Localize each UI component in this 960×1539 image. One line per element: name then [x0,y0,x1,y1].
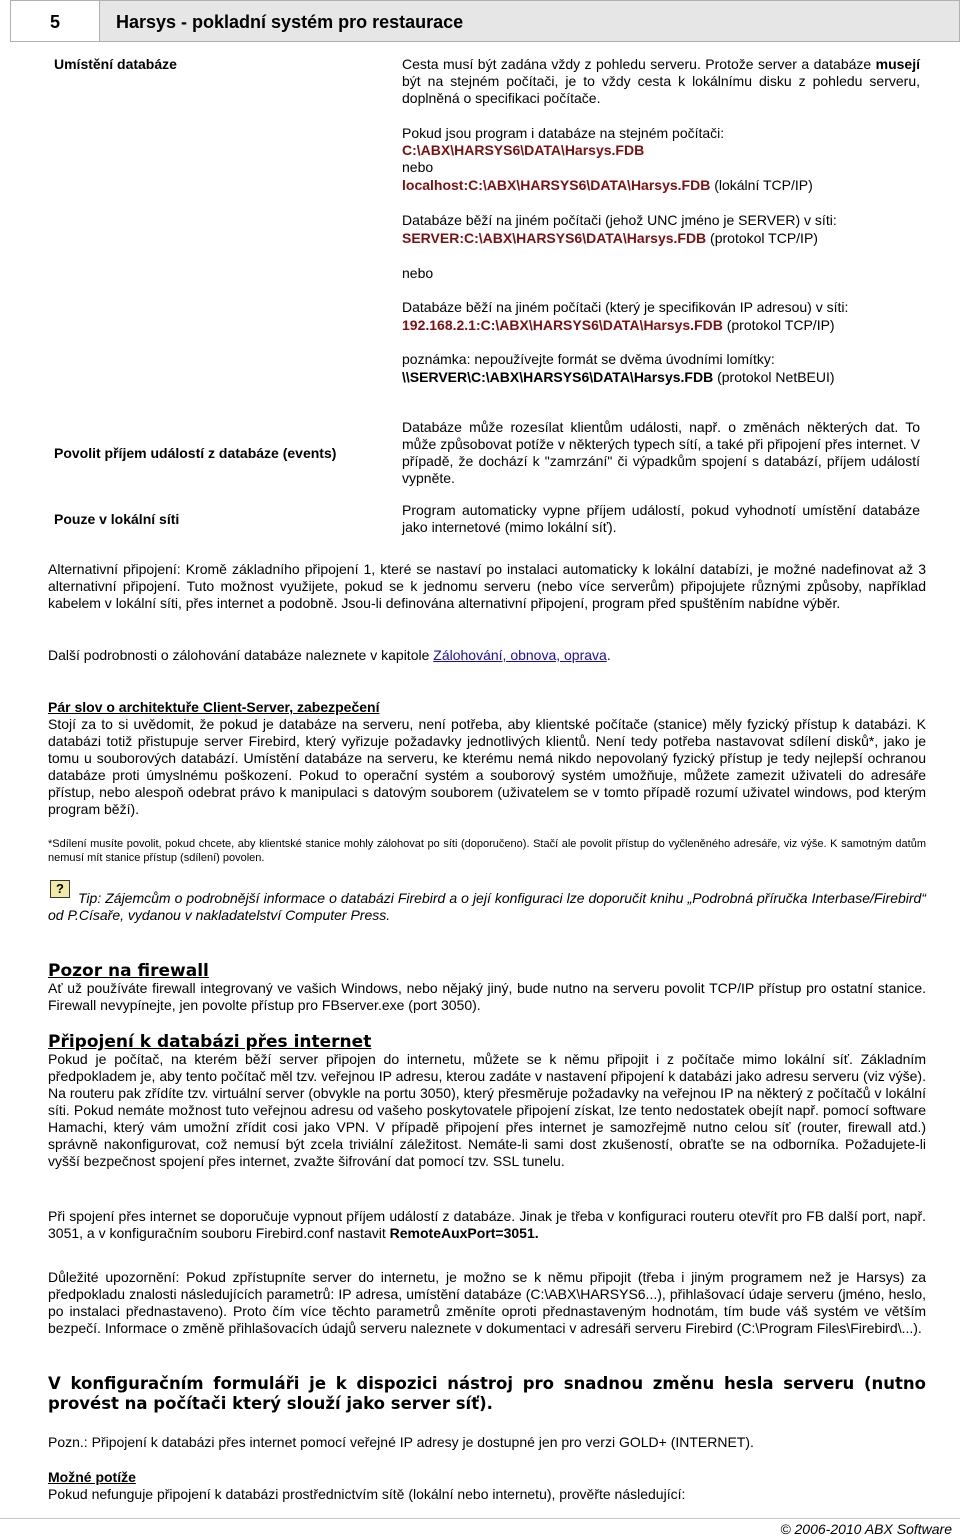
architecture-heading: Pár slov o architektuře Client-Server, zabezpečení [48,699,380,715]
path-local: C:\ABX\HARSYS6\DATA\Harsys.FDB [402,142,645,158]
db-location-text-a: Cesta musí být zadána vždy z pohledu serveru. Protože server a databáze [402,56,876,72]
db-location-text-bold: musejí [875,56,920,72]
help-icon: ? [50,880,70,898]
firewall-text: Ať už používáte firewall integrovaný ve vašich Windows, nebo nějaký jiný, bude nutno na serveru povolit TCP/IP přístup pro ostatní stanice. Firewall nevypínejte, jen povolte přístup pro FBserver.exe (port 3050). [48,980,926,1013]
db-location-intro [402,56,920,107]
tip-text: Tip: Zájemcům o podrobnější informace o databázi Firebird a o její konfiguraci lze doporučit knihu „Podrobná příručka Interbase/Firebird“ od P.Císaře, vydanou v nakladatelství Computer Press. [48,890,926,923]
issues-text: Pokud nefunguje připojení k databázi prostřednictvím sítě (lokální nebo internetu), prověřte následující: [48,1486,686,1502]
backup-link[interactable]: Zálohování, obnova, oprava [433,647,607,663]
path-unc: \\SERVER\C:\ABX\HARSYS6\DATA\Harsys.FDB [402,369,714,385]
issues-heading: Možné potíže [48,1469,136,1485]
internet-big-note: V konfiguračním formuláři je k dispozici nástroj pro snadnou změnu hesla serveru (nutno provést na počítači který slouží jako server síť). [48,1374,926,1413]
note-text: poznámka: nepoužívejte formát se dvěma úvodními lomítky: [402,351,775,367]
path-ip-line [402,317,920,334]
internet-text-2a: Při spojení přes internet se doporučuje vypnout příjem událostí z databáze. Jinak je třeba v konfiguraci routeru otevřít pro FB další port, např. 3051, a v konfiguračním souboru Firebird.conf nastavit [48,1208,926,1241]
firewall-heading: Pozor na firewall [48,961,209,981]
path-localhost-suffix: (lokální TCP/IP) [710,177,813,193]
internet-text-2 [48,1208,926,1242]
architecture-text: Stojí za to si uvědomit, že pokud je databáze na serveru, není potřeba, aby klientské počítače (stanice) měly fyzický přístup k databázi. K databázi totiž přistupuje server Firebird, který vyřizuje požadavky jednotlivých klientů. Není tedy potřeba nastavovat sdílení disků*, jako je tomu u souborových databází. Umístění databáze na serveru, ke kterému nemá nikdo nepovolaný fyzický přístup je tedy nejlepší ochranou databáze proti úmyslnému poškození. Pokud to operační systém a souborový systém umožňuje, můžete zamezit uživateli do adresáře přístup, nebo alespoň odebrat právo k manipulaci s datovým souborem (uživatelem se v tomto případě rozumí uživatel windows, pod kterým program běží). [48,716,926,817]
ip-pc-text: Databáze běží na jiném počítači (který je specifikován IP adresou) v síti: [402,299,849,315]
backup-info-suffix: . [606,647,611,663]
path-unc-suffix: (protokol NetBEUI) [713,369,835,385]
internet-text-3: Důležité upozornění: Pokud zpřístupníte server do internetu, je možno se k němu připojit (třeba i jiným programem než je Harsys) za předpokladu znalosti následujících parametrů: IP adresa, umístění databáze (C:\ABX\HARSYS6...), přihlašovací údaje serveru (jméno, heslo, po instalaci přednastaveno). Proto čím více těchto parametrů změníte oproti přednastaveným hodnotám, tím bude váš systém ve větším bezpečí. Informace o změně přihlašovacích údajů serveru naleznete v dokumentaci v adresáři serveru Firebird (C:\Program Files\Firebird\...). [48,1269,926,1336]
internet-heading: Připojení k databázi přes internet [48,1032,372,1052]
path-server-line [402,230,920,247]
db-location-label: Umístění databáze [54,56,177,72]
page-number: 5 [10,0,100,42]
local-only-label: Pouze v lokální síti [54,511,180,527]
architecture-footnote: *Sdílení musíte povolit, pokud chcete, aby klientské stanice mohly zálohovat po síti (doporučeno). Stačí ale povolit přístup do vyčleněného adresáře, viz výše. K samotným datům nemusí mít stanice přístup (sdílení) povolen. [48,838,926,864]
other-pc-text: Databáze běží na jiném počítači (jehož UNC jméno je SERVER) v síti: [402,212,837,228]
or-text-2: nebo [402,265,434,281]
footer-divider [0,1518,960,1519]
backup-info [48,647,926,664]
events-label: Povolit příjem událostí z databáze (events) [54,445,337,461]
internet-pozn: Pozn.: Připojení k databázi přes internet pomocí veřejné IP adresy je dostupné jen pro verzi GOLD+ (INTERNET). [48,1434,754,1450]
internet-text-1: Pokud je počítač, na kterém běží server připojen do internetu, můžete se k němu připojit i z počítače mimo lokální síť. Základním předpokladem je, aby tento počítač měl tzv. veřejnou IP adresu, kterou zadáte v nastavení připojení k databázi jako adresu serveru (viz výše). Na routeru pak zřídíte tzv. virtuální server (obvykle na portu 3050), který přesměruje požadavky na veřejnou IP na některý z počítačů v lokální síti. Pokud nemáte možnost tuto veřejnou adresu od vašeho poskytovatele připojení získat, lze tento nedostatek obejít např. pomocí software Hamachi, který vám umožní zřídit cosi jako VPN. V případě připojení přes internet je samozřejmě nutno celou síť (router, firewall atd.) správně nakonfigurovat, což nemusí být zcela triviální záležitost. Nemáte-li sami dost zkušeností, obraťte se na odborníka. Požadujete-li vyšší bezpečnost spojení přes internet, zvažte šifrování dat pomocí tzv. SSL tunelu. [48,1051,926,1169]
page-title: Harsys - pokladní systém pro restaurace [100,0,960,42]
db-location-text-c: být na stejném počítači, je to vždy cesta k lokálnímu disku z pohledu serveru, doplněná o specifikaci počítače. [402,73,920,106]
events-text: Databáze může rozesílat klientům události, např. o změnách některých dat. To může způsobovat potíže v některých typech sítí, a také při připojení přes internet. V případě, že dochází k "zamrzání" či výpadkům spojení s databází, příjem událostí vypněte. [402,419,920,486]
same-pc-text: Pokud jsou program i databáze na stejném počítači: [402,125,725,141]
footer-copyright: © 2006-2010 ABX Software [780,1521,952,1537]
or-text-1: nebo [402,159,434,175]
path-server-suffix: (protokol TCP/IP) [706,230,818,246]
alt-connection-text: Alternativní připojení: Kromě základního připojení 1, které se nastaví po instalaci automaticky k lokální databízi, je možné nadefinovat až 3 alternativní připojení. Tuto možnost využijete, pokud se k jednomu serveru (nebo více serverům) připojujete různými způsoby, například kabelem v lokální síti, přes internet a podobně. Jsou-li definována alternativní připojení, program před spuštěním nabídne výběr. [48,561,926,611]
path-localhost-line [402,177,920,194]
path-ip-suffix: (protokol TCP/IP) [722,317,835,333]
path-localhost: localhost:C:\ABX\HARSYS6\DATA\Harsys.FDB [402,177,711,193]
local-only-text: Program automaticky vypne příjem událostí, pokud vyhodnotí umístění databáze jako internetové (mimo lokální síť). [402,502,920,535]
internet-text-2b: RemoteAuxPort=3051. [389,1225,539,1241]
path-ip: 192.168.2.1:C:\ABX\HARSYS6\DATA\Harsys.FDB [402,317,723,333]
path-server: SERVER:C:\ABX\HARSYS6\DATA\Harsys.FDB [402,230,707,246]
path-unc-line [402,369,920,386]
backup-info-prefix: Další podrobnosti o zálohování databáze naleznete v kapitole [48,647,434,663]
